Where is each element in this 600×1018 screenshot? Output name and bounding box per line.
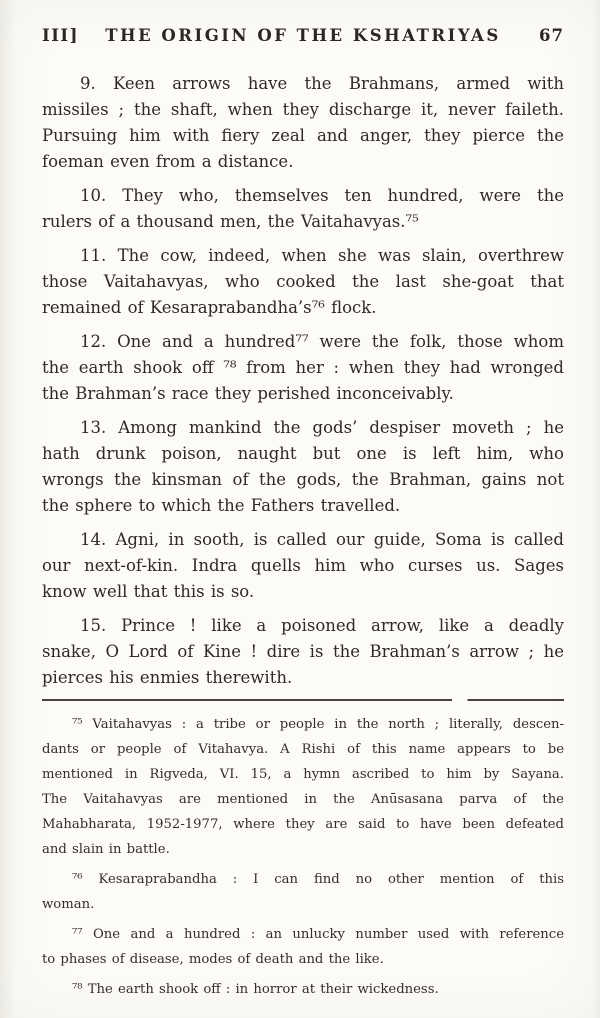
verse-paragraph-11 [42, 243, 564, 321]
section-label: III] [42, 26, 79, 45]
footnote-line: mentioned in Rigveda, VI. 15, a hymn ascribed to him by Sayana. [42, 767, 564, 782]
text-line: 14. Agni, in sooth, is called our guide, Soma is called [80, 530, 564, 549]
text-line: 13. Among mankind the gods’ despiser moveth ; he [80, 418, 564, 437]
page-header [42, 26, 564, 45]
text-line: wrongs the kinsman of the gods, the Brahman, gains not [42, 470, 564, 489]
text-line: pierces his enmies therewith. [42, 668, 293, 687]
text-line: 15. Prince ! like a poisoned arrow, like a deadly [80, 616, 564, 635]
text-line: 12. One and a hundred⁷⁷ were the folk, those whom [80, 332, 564, 351]
footnotes-section [42, 699, 564, 1002]
footnote-line: ⁷⁸ The earth shook off : in horror at their wickedness. [72, 982, 439, 997]
footnote-75 [42, 712, 564, 862]
verses-section [42, 71, 564, 691]
footnote-78 [42, 977, 564, 1002]
verse-paragraph-12 [42, 329, 564, 407]
verse-paragraph-9 [42, 71, 564, 175]
page-content [42, 26, 564, 1007]
text-line: the earth shook off ⁷⁸ from her : when they had wronged [42, 358, 564, 377]
footnote-divider-rule [42, 699, 564, 701]
text-line: the sphere to which the Fathers travelled. [42, 496, 401, 515]
page-title: THE ORIGIN OF THE KSHATRIYAS [105, 26, 501, 45]
page-number: 67 [539, 26, 564, 45]
text-line: 11. The cow, indeed, when she was slain, overthrew [80, 246, 564, 265]
verse-paragraph-10 [42, 183, 564, 235]
footnote-line: ⁷⁶ Kesaraprabandha : I can find no other mention of this [72, 872, 564, 887]
text-line: 10. They who, themselves ten hundred, were the [80, 186, 564, 205]
verse-paragraph-13 [42, 415, 564, 519]
text-line: rulers of a thousand men, the Vaitahavyas.⁷⁵ [42, 212, 419, 231]
footnote-line: ⁷⁵ Vaitahavyas : a tribe or people in the north ; literally, descen- [72, 717, 564, 732]
text-line: the Brahman’s race they perished inconceivably. [42, 384, 454, 403]
text-line: know well that this is so. [42, 582, 255, 601]
footnote-line: Mahabharata, 1952-1977, where they are said to have been defeated [42, 817, 564, 832]
footnote-76 [42, 867, 564, 917]
footnote-line: dants or people of Vitahavya. A Rishi of this name appears to be [42, 742, 564, 757]
text-line: missiles ; the shaft, when they discharge it, never faileth. [42, 100, 564, 119]
footnote-line: to phases of disease, modes of death and the like. [42, 952, 384, 967]
text-line: our next-of-kin. Indra quells him who curses us. Sages [42, 556, 564, 575]
footnote-line: woman. [42, 897, 95, 912]
footnote-line: The Vaitahavyas are mentioned in the Anūsasana parva of the [42, 792, 564, 807]
verse-paragraph-15 [42, 613, 564, 691]
text-line: 9. Keen arrows have the Brahmans, armed with [80, 74, 564, 93]
verse-paragraph-14 [42, 527, 564, 605]
text-line: those Vaitahavyas, who cooked the last she-goat that [42, 272, 564, 291]
text-line: Pursuing him with fiery zeal and anger, they pierce the [42, 126, 564, 145]
footnote-line: ⁷⁷ One and a hundred : an unlucky number used with reference [72, 927, 564, 942]
footnote-line: and slain in battle. [42, 842, 170, 857]
text-line: remained of Kesaraprabandha’s⁷⁶ flock. [42, 298, 377, 317]
text-line: hath drunk poison, naught but one is left him, who [42, 444, 564, 463]
footnote-77 [42, 922, 564, 972]
text-line: foeman even from a distance. [42, 152, 294, 171]
text-line: snake, O Lord of Kine ! dire is the Brahman’s arrow ; he [42, 642, 564, 661]
